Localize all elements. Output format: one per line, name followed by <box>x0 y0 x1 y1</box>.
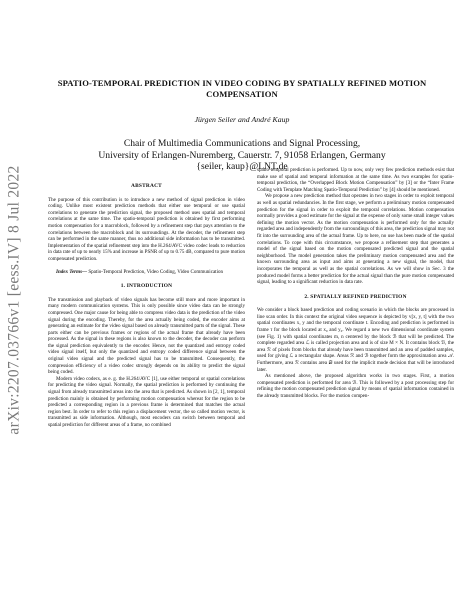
section-2-heading: 2. SPATIALLY REFINED PREDICTION <box>304 293 407 300</box>
affiliation-email: {seiler, kaup}@LNT.de <box>196 161 288 172</box>
authors: Jürgen Seiler and André Kaup <box>194 115 290 124</box>
arxiv-identifier <box>2 140 28 460</box>
intro-paragraph-2: Modern video codecs, as e. g. the H.264/AVC [1], use either temporal or spatial correlations for predicting the video signal. Normally, the spatial prediction is performed by continuing the signal from already transmitted areas into the area that is predicted. As shown in [2, 1], temporal prediction mainly is obtained by performing motion compensation whereat for the region to be predicted a corresponding region in a previous frame is determined that matches the actual region best. In order to refer to this region a displacement vector, the so called motion vector, is transmitted as side information. Although, most encoders can switch between temporal and spatial prediction for different areas of a frame, no combined <box>48 375 245 428</box>
title-line-1: SPATIO-TEMPORAL PREDICTION IN VIDEO CODING BY SPATIALLY REFINED MOTION <box>57 78 427 88</box>
intro-paragraph-3: spatio-temporal prediction is performed. Up to now, only very few prediction methods exist that make use of spatial and temporal information at the same time. As two examples for spatio-temporal prediction, the “Overlapped Block Motion Compensation” by [3] or the “Inter Frame Coding with Template Matching Spatio-Temporal Prediction” by [4] should be mentioned. <box>257 167 454 193</box>
intro-paragraph-4: We propose a new prediction method that operates in two stages in order to exploit temporal as well as spatial redundancies. In the first stage, we perform a preliminary motion compensated prediction for the signal in order to exploit the temporal correlations. Motion compensation normally provides a good estimate for the signal at the expense of only some small integer values defining the motion vector. As the motion compensation is performed only for the actually regarded area and independently from the surroundings of this area, the prediction signal may not fit into the surrounding area of the actual frame. Up to here, no use has been made of the spatial correlations. To cope with this circumstance, we propose a refinement step that generates a model of the signal based on the motion compensated predicted signal and the spatial neighborhood. The model generation takes the preliminary motion compensated area and the known surrounding area as input and aims at generating a new signal, the model, that incorporates the temporal as well as the spatial correlations. As we will show in Sec. 3 the produced model forms a better prediction for the actual signal than the pure motion compensated signal, leading to a significant reduction in data rate. <box>257 193 454 286</box>
title-line-2: COMPENSATION <box>206 89 278 99</box>
introduction-heading: 1. INTRODUCTION <box>120 283 173 290</box>
affiliation-line-2: University of Erlangen-Nuremberg, Cauerstr. 7, 91058 Erlangen, Germany <box>98 149 386 161</box>
abstract-text: The purpose of this contribution is to introduce a new method of signal prediction in video coding. Unlike most existent prediction methods that either use temporal or use spatial correlations to generate the prediction signal, the proposed method uses spatial and temporal correlations at the same time. The spatio-temporal prediction is obtained by first performing motion compensation for a macroblock, followed by a refinement step that pays attention to the correlations between the macroblock and its surroundings. At the decoder, the refinement step can be performed in the same manner, thus no additional side information has to be transmitted. Implementation of the spatial refinement step into the H.264/AVC video codec leads to reduction in data rate of up to nearly 15% and increase in PSNR of up to 0.75 dB, compared to pure motion compensated prediction. <box>48 196 245 262</box>
left-column <box>48 183 245 429</box>
section-2-paragraph-1: We consider a block based prediction and coding scenario in which the blocks are processed in line scan order. In this context the original video sequence is depicted by v[x, y, t] with the two spatial coordinates x, y and the temporal coordinate t. Encoding and prediction is performed in frame τ for the block located at x₀ and y₀. We regard a new two dimensional coordinate system (see Fig. 1) with spatial coordinates m, n centered by the block ℬ that will be predicted. The complete regarded area ℒ is called projection area and is of size M × N. It contains block ℬ, the area ℛ of pixels from blocks that already have been transmitted and an area of padded samples, used for giving ℒ a rectangular shape. Areas ℛ and ℬ together form the approximation area 𝒜. Furthermore, area ℛ contains area 𝒟 used for the implicit mode decision that will be introduced later. <box>257 307 454 373</box>
right-column <box>257 167 454 400</box>
index-terms-label: Index Terms— <box>56 268 88 275</box>
abstract-heading: ABSTRACT <box>131 183 162 189</box>
arxiv-id-text: arXiv:2207.03766v1 [eess.IV] 8 Jul 2022 <box>6 165 24 435</box>
affiliation-line-1: Chair of Multimedia Communications and Signal Processing, <box>123 138 361 149</box>
index-terms-text: Spatio-Temporal Prediction, Video Coding, Video Communication <box>87 268 224 275</box>
paper-header <box>36 78 448 173</box>
section-2-paragraph-2: As mentioned above, the proposed algorithm works in two stages. First, a motion compensated prediction is performed for area ℬ. This is followed by a post processing step for refining the motion compensated prediction signal by means of spatial information contained in the already transmitted blocks. For the motion compen- <box>257 373 454 399</box>
intro-paragraph-1: The transmission and playback of video signals has become still more and more important in many modern communication systems. This is only possible since video data can be strongly compressed. One major cause for being able to compress video data is the prediction of the video signal during the encoding. Thereby, for the area actually being coded, the encoder aims at generating an estimate for the video signal based on already transmitted parts of the signal. These parts either can be previous frames or regions of the actual frame that already have been processed. As the signal in these regions is also known to the decoder, the decoder can perform the signal prediction equivalently to the encoder. Hence, not the quantized and entropy coded video signal itself, but only the quantized and entropy coded difference signal between the original video signal and the predicted signal has to be transmitted. Consequently, the compression efficiency of a video codec strongly depends on its ability to predict the signal being coded. <box>48 296 245 376</box>
paper-title <box>36 78 448 100</box>
index-terms <box>48 269 245 276</box>
